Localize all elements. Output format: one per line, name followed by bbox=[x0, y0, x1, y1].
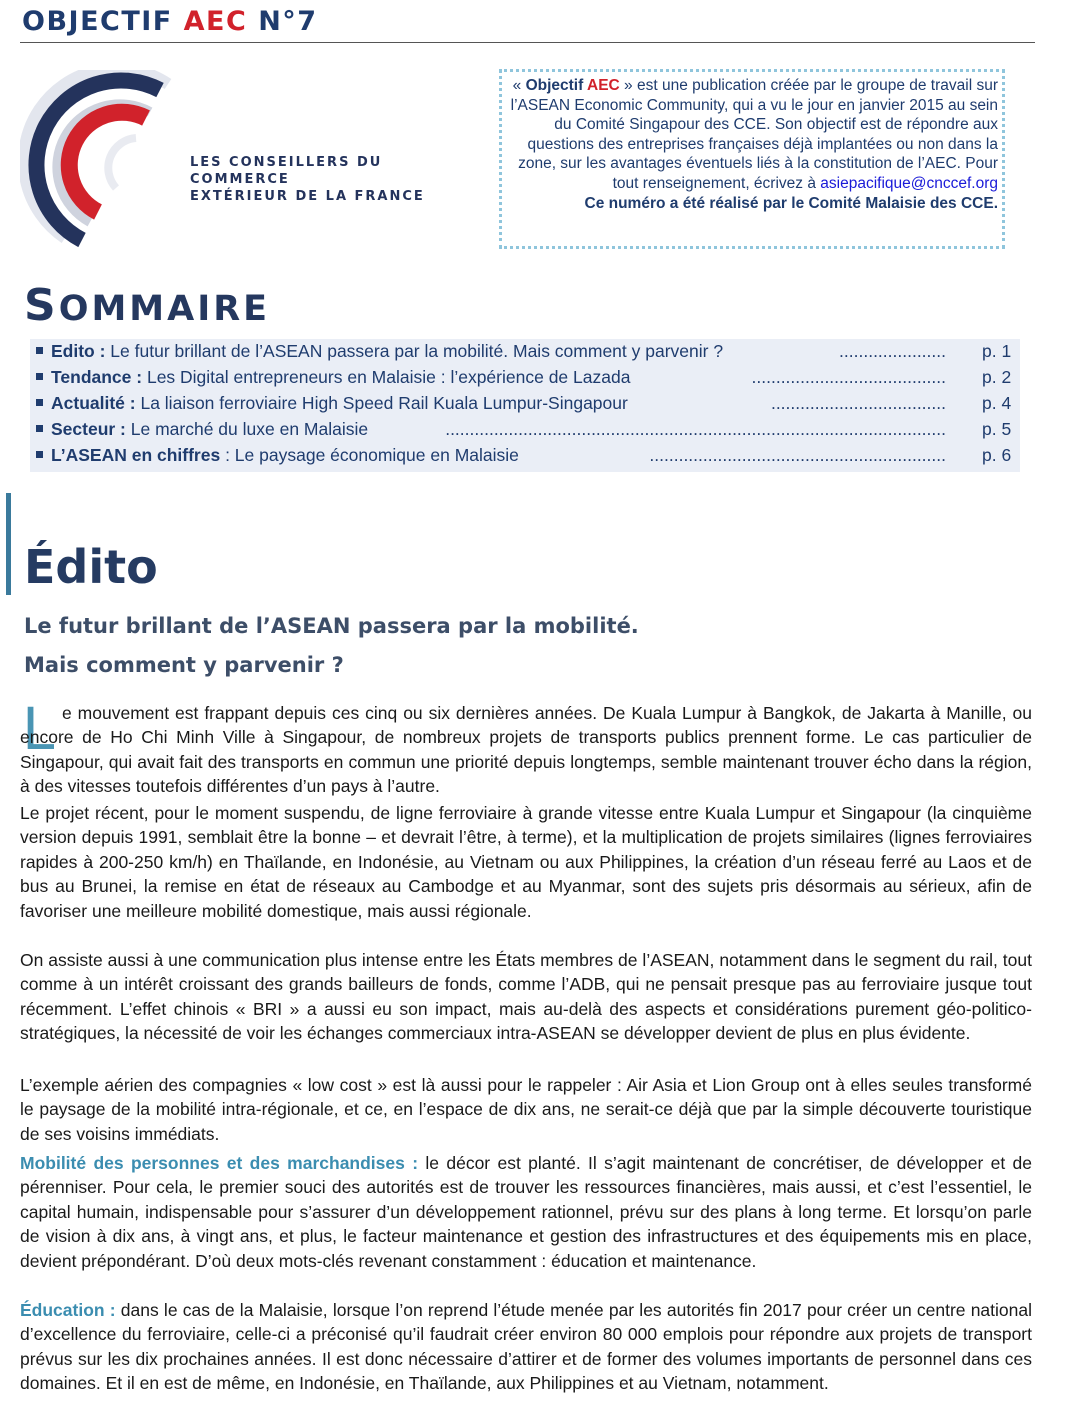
bullet-icon bbox=[36, 347, 43, 354]
paragraph-text: e mouvement est frappant depuis ces cinq ou six dernières années. De Kuala Lumpur à Bangkok, de Jakarta à Manille, ou encore de Ho Chi Minh Ville à Singapour, de nombreux projets de transports publics prennent forme. Le cas particulier de Singapour, qui avait fait des transports en commun une priorité depuis longtemps, semble maintenant trouver écho dans la région, à des vitesses toutefois différentes d’un pays à l’autre. bbox=[20, 703, 1032, 797]
publication-info-box bbox=[499, 69, 1005, 249]
edito-paragraph-6 bbox=[20, 1298, 1032, 1396]
logo-line-2: EXTÉRIEUR DE LA FRANCE bbox=[190, 189, 425, 204]
sommaire-initial: S bbox=[24, 280, 59, 331]
toc-leader-dots: ...................... bbox=[839, 341, 946, 361]
edito-title: Édito bbox=[24, 540, 158, 594]
paragraph-text: Le projet récent, pour le moment suspendu, de ligne ferroviaire à grande vitesse entre Kuala Lumpur et Singapour (la cinquième version depuis 1991, semblait être la bonne – et devrait l’être, à terme), et la multiplication de projets similaires (lignes ferroviaires rapides à 200-250 km/h) en Thaïlande, en Indonésie, au Vietnam ou aux Philippines, la création d’un réseau ferré au Laos et de bus au Brunei, la remise en état de réseaux au Cambodge et au Myanmar, sont des sujets pris désormais au sérieux, afin de favoriser une meilleure mobilité domestique, mais aussi régionale. bbox=[20, 803, 1032, 921]
toc-item[interactable] bbox=[36, 393, 1016, 419]
toc-item-page: p. 6 bbox=[982, 445, 1012, 465]
bullet-icon bbox=[36, 425, 43, 432]
toc-leader-dots: ........................................ bbox=[751, 367, 946, 387]
paragraph-text: dans le cas de la Malaisie, lorsque l’on reprend l’étude menée par les autorités fin 2017 pour créer un centre national d’excellence du ferroviaire, celle-ci a préconisé qu’il faudrait créer environ 80 000 emplois pour répondre aux projets de transport prévus sur les dix prochaines années. Il est donc nécessaire d’attirer et de former des volumes importants de personnel dans ces domaines. Et il en est de même, en Indonésie, en Thaïlande, aux Philippines et au Vietnam, notamment. bbox=[20, 1300, 1032, 1394]
edito-paragraph-2 bbox=[20, 801, 1032, 923]
toc-item-text: La liaison ferroviaire High Speed Rail Kuala Lumpur-Singapour bbox=[135, 393, 643, 413]
toc-item-label: Actualité : bbox=[51, 393, 136, 413]
edito-paragraph-4 bbox=[20, 1073, 1032, 1146]
contact-email-link[interactable]: asiepacifique@cnccef.org bbox=[820, 174, 998, 192]
drop-cap: L bbox=[22, 695, 55, 763]
edito-subtitle-line-2: Mais comment y parvenir ? bbox=[24, 653, 344, 677]
toc-item-label: Secteur : bbox=[51, 419, 126, 439]
toc-item-label: L’ASEAN en chiffres bbox=[51, 445, 221, 465]
toc-item-page: p. 4 bbox=[982, 393, 1012, 413]
publication-description bbox=[506, 76, 998, 194]
open-quote: « bbox=[512, 77, 526, 94]
toc-item[interactable] bbox=[36, 341, 1016, 367]
bullet-icon bbox=[36, 451, 43, 458]
paragraph-text: L’exemple aérien des compagnies « low cost » est là aussi pour le rappeler : Air Asia et Lion Group ont à elles seules transformé le paysage de la mobilité intra-régionale, et ce, en l’espace de dix ans, ne serait-ce déjà que par la simple découverte touristique de ses voisins immédiats. bbox=[20, 1075, 1032, 1144]
toc-item-page: p. 5 bbox=[982, 419, 1012, 439]
toc-item-text: : Le paysage économique en Malaisie bbox=[220, 445, 519, 465]
toc-item-text: Les Digital entrepreneurs en Malaisie : l’expérience de Lazada bbox=[142, 367, 631, 387]
publication-title bbox=[22, 6, 318, 37]
title-objectif: OBJECTIF bbox=[22, 6, 184, 37]
cce-logo bbox=[20, 70, 470, 250]
paragraph-lead-education: Éducation : bbox=[20, 1300, 116, 1320]
edito-subtitle-line-1: Le futur brillant de l’ASEAN passera par la mobilité. bbox=[24, 614, 639, 638]
toc-item-text: Le marché du luxe en Malaisie bbox=[125, 419, 369, 439]
toc-leader-dots: .................................... bbox=[770, 393, 946, 413]
pub-name-objectif: Objectif bbox=[525, 77, 587, 94]
sommaire-heading bbox=[24, 280, 270, 331]
toc-item[interactable] bbox=[36, 445, 1016, 471]
sommaire-rest: OMMAIRE bbox=[58, 289, 271, 329]
title-issue-number: N°7 bbox=[247, 6, 318, 37]
header-bar bbox=[20, 4, 1035, 43]
issue-credit: Ce numéro a été réalisé par le Comité Malaisie des CCE. bbox=[584, 194, 998, 212]
title-aec: AEC bbox=[183, 6, 248, 37]
toc-item-text: Le futur brillant de l’ASEAN passera par la mobilité. Mais comment y parvenir ? bbox=[105, 341, 724, 361]
toc-item-label: Tendance : bbox=[51, 367, 143, 387]
logo-line-1: LES CONSEILLERS DU COMMERCE bbox=[190, 155, 383, 187]
toc-item-page: p. 1 bbox=[982, 341, 1012, 361]
toc-leader-dots: ............................................................. bbox=[649, 445, 946, 465]
paragraph-text: On assiste aussi à une communication plus intense entre les États membres de l’ASEAN, notamment dans le segment du rail, tout comme à un intérêt croissant des grands bailleurs de fonds, comme l’ADB, qui ne pensait presque pas au ferroviaire jusque tout récemment. L’effet chinois « BRI » a aussi eu son impact, mais au-delà des aspects et considérations purement géo-politico-stratégiques, la nécessité de voir les échanges commerciaux intra-ASEAN se développer devient de plus en plus évidente. bbox=[20, 950, 1032, 1044]
toc-item[interactable] bbox=[36, 367, 1016, 393]
pub-name-aec: AEC bbox=[587, 77, 620, 94]
description-text: » est une publication créée par le groupe de travail sur l’ASEAN Economic Community, qui a vu le jour en janvier 2015 au sein du Comité Singapour des CCE. Son objectif est de répondre aux questions des entreprises françaises déjà implantées ou non dans la zone, sur les avantages éventuels liés à la constitution de l’AEC. Pour tout renseignement, écrivez à bbox=[510, 77, 998, 192]
toc-item-page: p. 2 bbox=[982, 367, 1012, 387]
edito-paragraph-5 bbox=[20, 1151, 1032, 1273]
section-accent-bar bbox=[6, 493, 11, 595]
table-of-contents bbox=[30, 339, 1020, 472]
edito-paragraph-1 bbox=[20, 695, 1032, 799]
paragraph-text: le décor est planté. Il s’agit maintenant de concrétiser, de développer et de pérenniser. Pour cela, le premier souci des autorités est de trouver les ressources financières, mais aussi, et c’est l’essentiel, le capital humain, indispensable pour s’assurer d’un développement rationnel, prévu sur des plans à long terme. Et lorsqu’on parle de vision à dix ans, à vingt ans, et plus, le facteur maintenance et gestion des infrastructures et des équipements mis en place, devient prépondérant. D’où deux mots-clés revenant constamment : éducation et maintenance. bbox=[20, 1153, 1033, 1271]
paragraph-lead-mobilite: Mobilité des personnes et des marchandises : bbox=[20, 1153, 419, 1173]
logo-text bbox=[190, 154, 470, 205]
cce-logo-mark-icon bbox=[20, 70, 180, 250]
toc-leader-dots: ....................................................................................................... bbox=[445, 419, 946, 439]
edito-paragraph-3 bbox=[20, 948, 1032, 1046]
toc-item-label: Edito : bbox=[51, 341, 106, 361]
toc-item[interactable] bbox=[36, 419, 1016, 445]
bullet-icon bbox=[36, 399, 43, 406]
bullet-icon bbox=[36, 373, 43, 380]
